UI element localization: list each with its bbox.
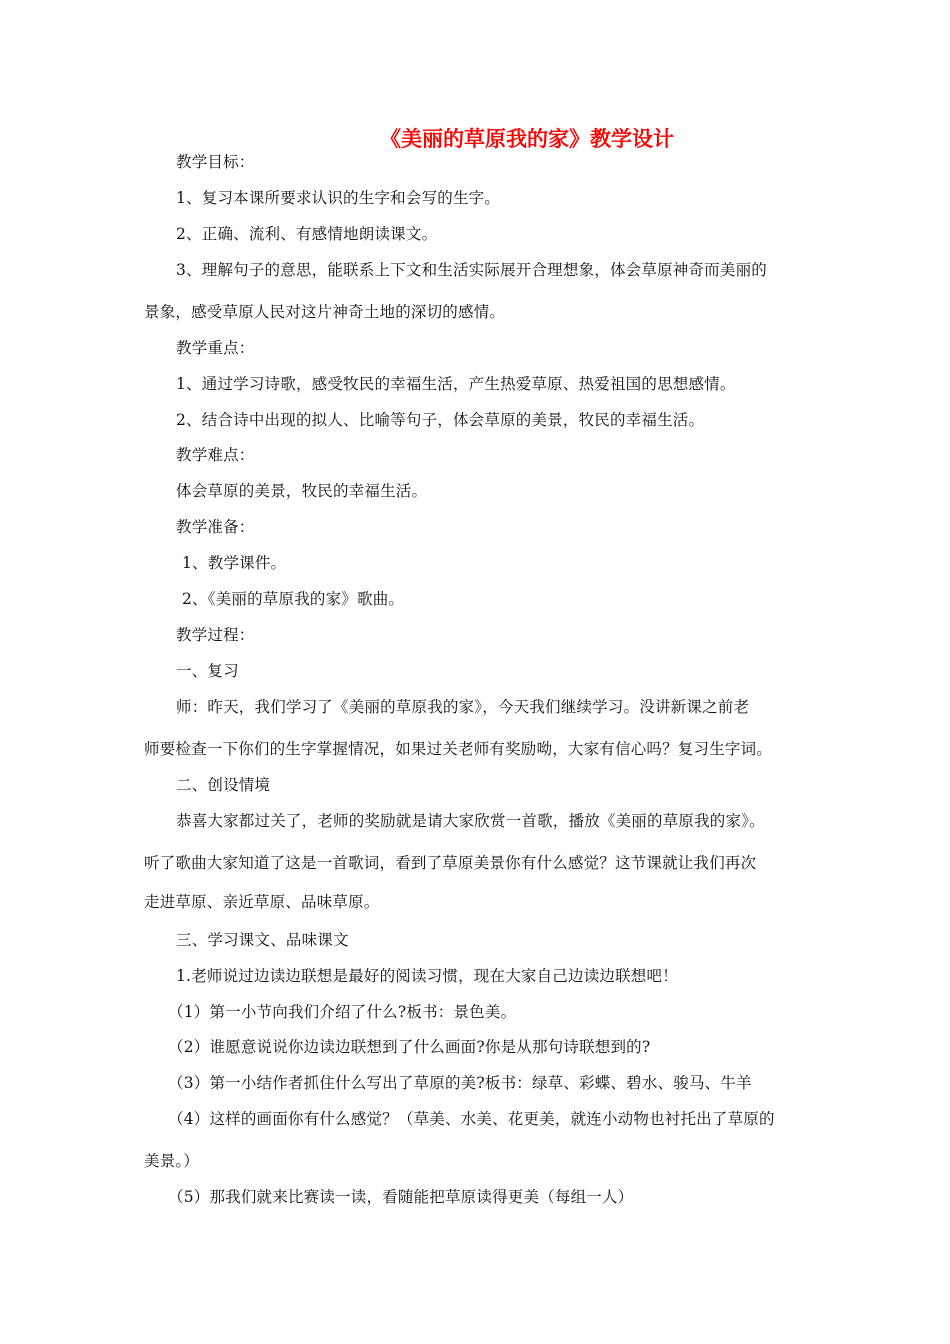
heading-preparation: 教学准备：: [176, 518, 255, 536]
paragraph-line: 1、复习本课所要求认识的生字和会写的生字。: [176, 189, 501, 207]
paragraph-line: 2、正确、流利、有感情地朗读课文。: [176, 225, 438, 243]
paragraph-line: 2、结合诗中出现的拟人、比喻等句子，体会草原的美景，牧民的幸福生活。: [176, 411, 705, 429]
list-item: （1）第一小节向我们介绍了什么?板书：景色美。: [168, 1003, 517, 1021]
paragraph-line: 听了歌曲大家知道了这是一首歌词，看到了草原美景你有什么感觉？这节课就让我们再次: [144, 854, 757, 872]
paragraph-line: 1、通过学习诗歌，感受牧民的幸福生活，产生热爱草原、热爱祖国的思想感情。: [176, 375, 736, 393]
paragraph-line: 走进草原、亲近草原、品味草原。: [144, 893, 380, 911]
paragraph-line: 1、教学课件。: [182, 554, 287, 572]
section-heading: 二、创设情境: [176, 776, 271, 794]
section-heading: 一、复习: [176, 662, 239, 680]
paragraph-line: 师：昨天，我们学习了《美丽的草原我的家》，今天我们继续学习。没讲新课之前老: [176, 698, 750, 716]
paragraph-line: 1.老师说过边读边联想是最好的阅读习惯，现在大家自己边读边联想吧！: [176, 967, 678, 985]
list-item: （5）那我们就来比赛读一读，看随能把草原读得更美（每组一人）: [168, 1188, 634, 1206]
list-item: （2）谁愿意说说你边读边联想到了什么画面?你是从那句诗联想到的?: [168, 1038, 651, 1056]
paragraph-line: 恭喜大家都过关了，老师的奖励就是请大家欣赏一首歌，播放《美丽的草原我的家》。: [176, 812, 765, 830]
paragraph-line: 2、《美丽的草原我的家》歌曲。: [182, 590, 405, 608]
heading-process: 教学过程：: [176, 626, 255, 644]
paragraph-line: 美景。）: [144, 1152, 200, 1170]
paragraph-line: 体会草原的美景，牧民的幸福生活。: [176, 482, 428, 500]
document-title: 《美丽的草原我的家》教学设计: [380, 127, 674, 151]
heading-objectives: 教学目标：: [176, 153, 255, 171]
paragraph-line: 景象，感受草原人民对这片神奇土地的深切的感情。: [144, 303, 506, 321]
list-item: （3）第一小结作者抓住什么写出了草原的美?板书：绿草、彩蝶、碧水、骏马、牛羊: [168, 1074, 752, 1092]
heading-difficulties: 教学难点：: [176, 446, 255, 464]
section-heading: 三、学习课文、品味课文: [176, 931, 349, 949]
list-item: （4）这样的画面你有什么感觉？（草美、水美、花更美，就连小动物也衬托出了草原的: [168, 1110, 775, 1128]
paragraph-line: 3、理解句子的意思，能联系上下文和生活实际展开合理想象，体会草原神奇而美丽的: [176, 261, 767, 279]
heading-key-points: 教学重点：: [176, 339, 255, 357]
paragraph-line: 师要检查一下你们的生字掌握情况，如果过关老师有奖励呦，大家有信心吗？复习生字词。: [144, 740, 773, 758]
